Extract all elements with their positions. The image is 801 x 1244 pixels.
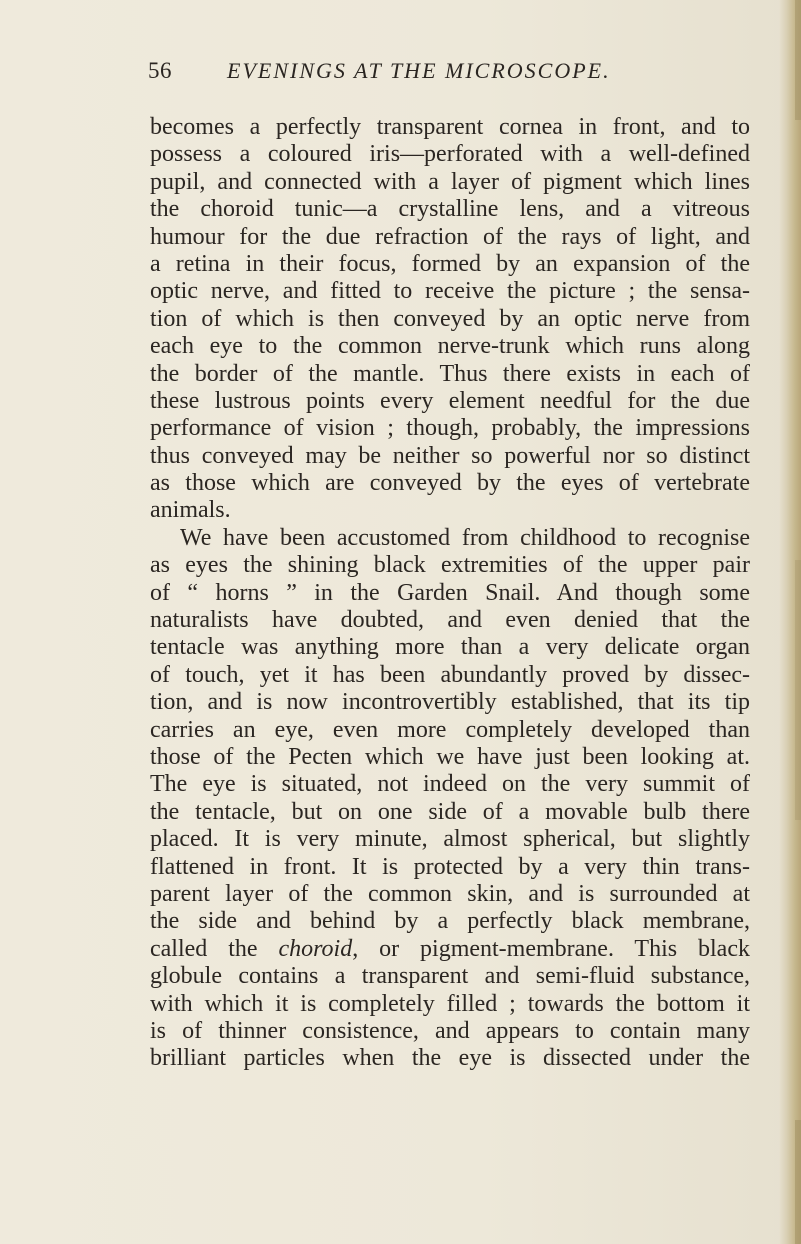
text-line-paragraph-start: We have been accustomed from childhood to recognise (180, 524, 750, 551)
text-line: each eye to the common nerve-trunk which runs along (150, 333, 750, 360)
text-line: thus conveyed may be neither so powerful nor so distinct (150, 442, 750, 469)
text-line: The eye is situated, not indeed on the very summit of (150, 771, 750, 798)
text-line: optic nerve, and fitted to receive the picture ; the sensa- (150, 278, 750, 305)
page-number: 56 (148, 58, 172, 83)
text-line: flattened in front. It is protected by a very thin trans- (150, 853, 750, 880)
text-line: of “ horns ” in the Garden Snail. And though some (150, 579, 750, 606)
text-line: those of the Pecten which we have just been looking at. (150, 743, 750, 770)
text-line: the side and behind by a perfectly black membrane, (150, 908, 750, 935)
text-line-with-italic (150, 936, 750, 963)
text-line: tion, and is now incontrovertibly established, that its tip (150, 689, 750, 716)
text-line: globule contains a transparent and semi-fluid substance, (150, 963, 750, 990)
italic-term-choroid: choroid (278, 935, 353, 962)
text-line: with which it is completely filled ; towards the bottom it (150, 990, 750, 1017)
text-line: carries an eye, even more completely developed than (150, 716, 750, 743)
text-line: the border of the mantle. Thus there exists in each of (150, 360, 750, 387)
text-line: tion of which is then conveyed by an optic nerve from (150, 305, 750, 332)
text-line: pupil, and connected with a layer of pigment which lines (150, 168, 750, 195)
text-line: possess a coloured iris—perforated with a well-defined (150, 141, 750, 168)
text-line: the choroid tunic—a crystalline lens, and a vitreous (150, 196, 750, 223)
text-fragment: , or pigment-membrane. This black (352, 935, 750, 962)
text-line: humour for the due refraction of the rays of light, and (150, 223, 750, 250)
page-edge-stain (795, 0, 801, 120)
text-line: as those which are conveyed by the eyes of vertebrate (150, 470, 750, 497)
page-header (150, 58, 750, 88)
text-line: naturalists have doubted, and even denied that the (150, 607, 750, 634)
text-line: becomes a perfectly transparent cornea in front, and to (150, 114, 750, 140)
text-line: of touch, yet it has been abundantly proved by dissec- (150, 661, 750, 688)
text-line: these lustrous points every element needful for the due (150, 387, 750, 414)
text-line: as eyes the shining black extremities of the upper pair (150, 552, 750, 579)
page-edge-stain (795, 1120, 801, 1244)
running-title: EVENINGS AT THE MICROSCOPE. (227, 58, 611, 83)
text-line: a retina in their focus, formed by an expansion of the (150, 250, 750, 277)
text-line: brilliant particles when the eye is dissected under the (150, 1045, 750, 1072)
text-fragment: called the (150, 935, 279, 962)
text-line: performance of vision ; though, probably, the impressions (150, 415, 750, 442)
text-line: placed. It is very minute, almost spherical, but slightly (150, 826, 750, 853)
text-line-paragraph-end: animals. (150, 497, 231, 524)
body-text (150, 114, 750, 1073)
text-line: parent layer of the common skin, and is surrounded at (150, 880, 750, 907)
page-edge-stain (795, 560, 801, 820)
text-line: the tentacle, but on one side of a movable bulb there (150, 798, 750, 825)
text-line: tentacle was anything more than a very delicate organ (150, 634, 750, 661)
text-line: is of thinner consistence, and appears to contain many (150, 1017, 750, 1044)
